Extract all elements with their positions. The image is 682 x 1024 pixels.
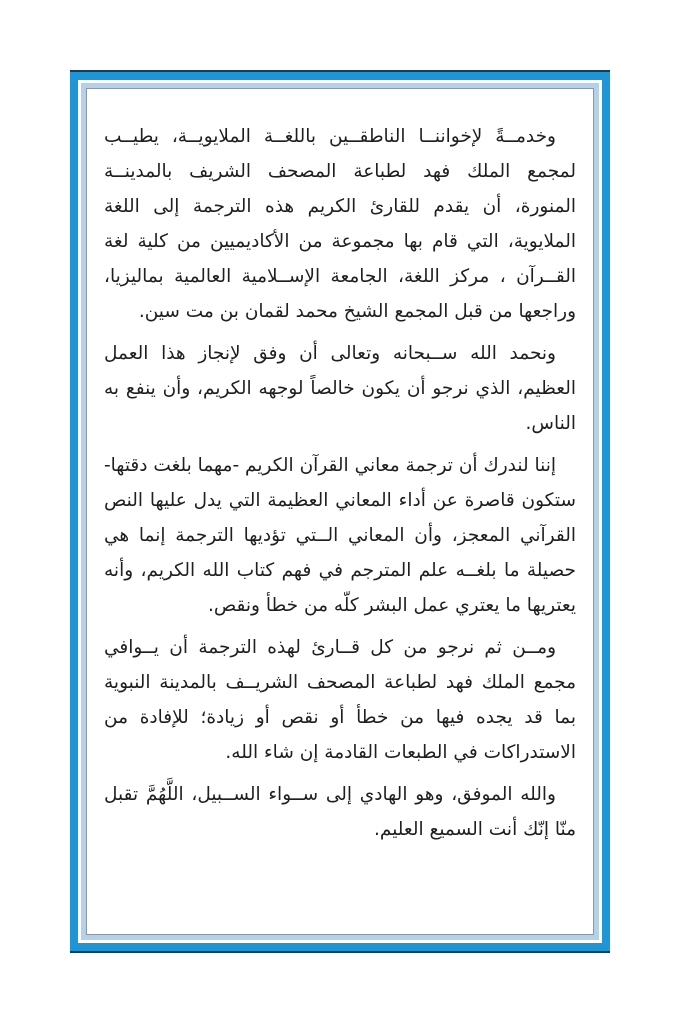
decorative-frame-lightblue-band bbox=[81, 83, 599, 940]
page-text-block bbox=[87, 89, 593, 934]
paragraph-2: ونحمد الله ســبحانه وتعالى أن وفق لإنجاز هذا العمل العظيم، الذي نرجو أن يكون خالصاً لوجهه الكريم، وأن ينفع به الناس. bbox=[104, 343, 576, 434]
paragraph-3: إننا لندرك أن ترجمة معاني القرآن الكريم -مهما بلغت دقتها- ستكون قاصرة عن أداء المعاني العظيمة التي يدل عليها النص القرآني المعجز، وأن المعاني الــتي تؤديها الترجمة إنما هي حصيلة ما بلغــه علم المترجم في فهم كتاب الله الكريم، وأنه يعتريها ما يعتري عمل البشر كلّه من خطأ ونقص. bbox=[104, 455, 576, 616]
decorative-frame-inner-rule bbox=[86, 88, 594, 935]
decorative-frame-blue-band bbox=[70, 72, 610, 951]
decorative-frame-outline bbox=[70, 70, 610, 953]
paragraph-1: وخدمــةً لإخواننــا الناطقــين باللغــة الملايويــة، يطيــب لمجمع الملك فهد لطباعة المصحف الشريف بالمدينــة المنورة، أن يقدم للقارئ الكريم هذه الترجمة إلى اللغة الملايوية، التي قام بها مجموعة من الأكاديميين من كلية لغة القــرآن ، مركز اللغة، الجامعة الإســلامية العالمية بماليزيا، وراجعها من قبل المجمع الشيخ محمد لقمان بن مت سين. bbox=[104, 126, 576, 322]
paragraph-5: والله الموفق، وهو الهادي إلى ســواء الســبيل، اللَّهُمَّ تقبل منّا إنّك أنت السميع العليم. bbox=[104, 784, 576, 840]
paragraph-4: ومــن ثم نرجو من كل قــارئ لهذه الترجمة أن يــوافي مجمع الملك فهد لطباعة المصحف الشريــف بالمدينة النبوية بما قد يجده فيها من خطأ أو نقص أو زيادة؛ للإفادة من الاستدراكات في الطبعات القادمة إن شاء الله. bbox=[104, 637, 576, 763]
